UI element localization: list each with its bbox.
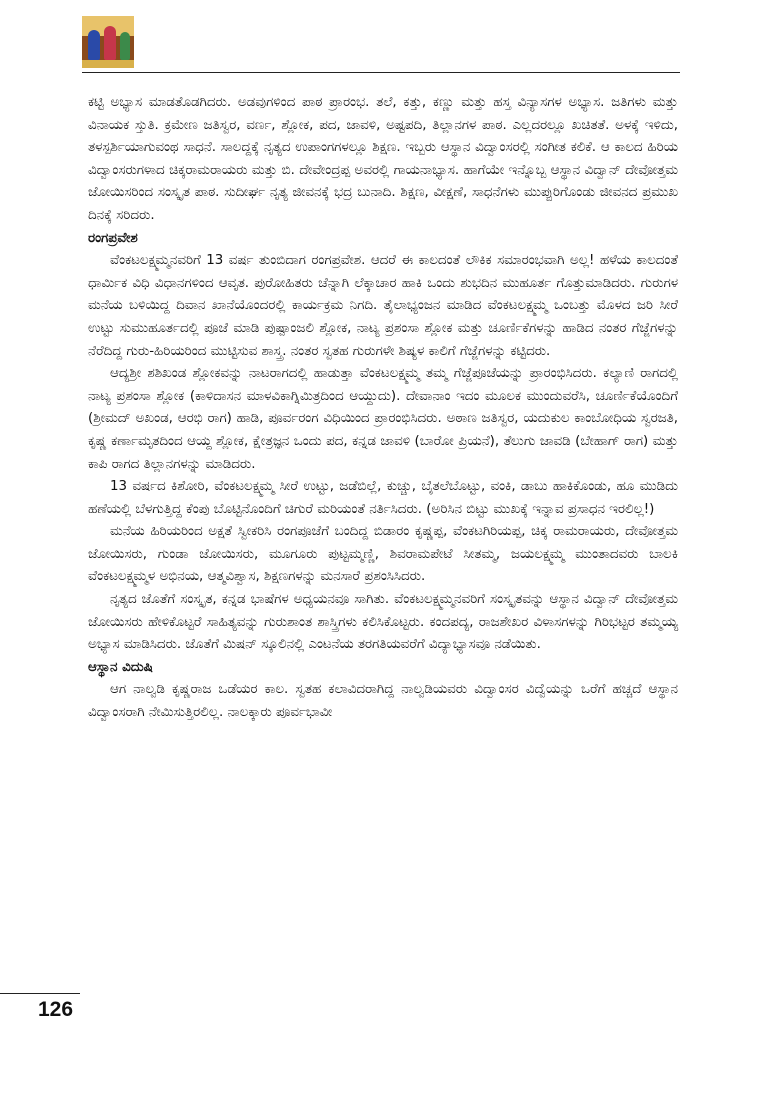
paragraph: ನೃತ್ಯದ ಜೊತೆಗೆ ಸಂಸ್ಕೃತ, ಕನ್ನಡ ಭಾಷೆಗಳ ಅಧ್ಯಯನವೂ ಸಾಗಿತು. ವೆಂಕಟಲಕ್ಷ್ಮಮ್ಮನವರಿಗೆ ಸಂಸ್ಕೃತವನ್ನು ಆಸ್ಥಾನ ವಿದ್ವಾನ್ ದೇವೋತ್ತಮ ಜೋಯಿಸರು ಹೇಳಿಕೊಟ್ಟರೆ ಸಾಹಿತ್ಯವನ್ನು ಗುರುಶಾಂತ ಶಾಸ್ತ್ರಿಗಳು ಕಲಿಸಿಕೊಟ್ಟರು. ಕಂದಪದ್ಯ, ರಾಜಶೇಖರ ವಿಳಾಸಗಳನ್ನು ಗಿರಿಭಟ್ಟರ ತಮ್ಮಯ್ಯ ಅಭ್ಯಾಸ ಮಾಡಿಸಿದರು. ಜೊತೆಗೆ ಮಿಷನ್ ಸ್ಕೂಲಿನಲ್ಲಿ ಎಂಟನೆಯ ತರಗತಿಯವರೆಗೆ ವಿದ್ಯಾಭ್ಯಾಸವೂ ನಡೆಯಿತು. — [88, 592, 678, 653]
section-heading: ರಂಗಪ್ರವೇಶ — [88, 230, 138, 246]
paragraph: ವೆಂಕಟಲಕ್ಷ್ಮಮ್ಮನವರಿಗೆ 13 ವರ್ಷ ತುಂಬಿದಾಗ ರಂಗಪ್ರವೇಶ. ಆದರೆ ಈ ಕಾಲದಂತೆ ಲೌಕಿಕ ಸಮಾರಂಭವಾಗಿ ಅಲ್ಲ! ಹಳೆಯ ಕಾಲದಂತೆ ಧಾರ್ಮಿಕ ವಿಧಿ ವಿಧಾನಗಳಿಂದ ಆವೃತ. ಪುರೋಹಿತರು ಚೆನ್ನಾಗಿ ಲೆಕ್ಕಾಚಾರ ಹಾಕಿ ಒಂದು ಶುಭದಿನ ಮುಹೂರ್ತ ಗೊತ್ತುಮಾಡಿದರು. ಗುರುಗಳ ಮನೆಯ ಬಳಿಯಿದ್ದ ದಿವಾನ ಖಾನೆಯೊಂದರಲ್ಲಿ ಕಾರ್ಯಕ್ರಮ ನಿಗದಿ. ತೈಲಾಭ್ಯಂಜನ ಮಾಡಿದ ವೆಂಕಟಲಕ್ಷ್ಮಮ್ಮ ಒಂಬತ್ತು ಮೊಳದ ಜರಿ ಸೀರೆ ಉಟ್ಟು ಸುಮುಹೂರ್ತದಲ್ಲಿ ಪೂಜೆ ಮಾಡಿ ಪುಷ್ಪಾಂಜಲಿ ಶ್ಲೋಕ, ನಾಟ್ಯ ಪ್ರಶಂಸಾ ಶ್ಲೋಕ ಮತ್ತು ಚೂರ್ಣಿಕೆಗಳನ್ನು ಹಾಡಿದ ನಂತರ ಗೆಜ್ಜೆಗಳನ್ನು ನೆರೆದಿದ್ದ ಗುರು-ಹಿರಿಯರಿಂದ ಮುಟ್ಟಿಸುವ ಶಾಸ್ತ್ರ. ನಂತರ ಸ್ವತಹ ಗುರುಗಳೇ ಶಿಷ್ಯಳ ಕಾಲಿಗೆ ಗೆಜ್ಜೆಗಳನ್ನು ಕಟ್ಟಿದರು. — [88, 253, 678, 359]
article-body — [88, 92, 678, 725]
paragraph: ಆದ್ಯಶ್ರೀ ಶಶಿಖಂಡ ಶ್ಲೋಕವನ್ನು ನಾಟರಾಗದಲ್ಲಿ ಹಾಡುತ್ತಾ ವೆಂಕಟಲಕ್ಷ್ಮಮ್ಮ ತಮ್ಮ ಗೆಜ್ಜೆಪೂಜೆಯನ್ನು ಪ್ರಾರಂಭಿಸಿದರು. ಕಲ್ಯಾಣಿ ರಾಗದಲ್ಲಿ ನಾಟ್ಯ ಪ್ರಶಂಸಾ ಶ್ಲೋಕ (ಕಾಳಿದಾಸನ ಮಾಳವಿಕಾಗ್ನಿಮಿತ್ರದಿಂದ ಆಯ್ದುದು). ದೇವಾನಾಂ ಇದಂ ಮೂಲಕ ಮುಂದುವರೆಸಿ, ಚೂರ್ಣಿಕೆಯೊಂದಿಗೆ (ಶ್ರೀಮದ್ ಅಖಂಡ, ಆರಭಿ ರಾಗ) ಹಾಡಿ, ಪೂರ್ವರಂಗ ವಿಧಿಯಿಂದ ಪ್ರಾರಂಭಿಸಿದರು. ಅಠಾಣ ಜತಿಸ್ವರ, ಯದುಕುಲ ಕಾಂಬೋಧಿಯ ಸ್ವರಜತಿ, ಕೃಷ್ಣ ಕರ್ಣಾಮೃತದಿಂದ ಆಯ್ದ ಶ್ಲೋಕ, ಕ್ಷೇತ್ರಜ್ಞನ ಒಂದು ಪದ, ಕನ್ನಡ ಜಾವಳಿ (ಬಾರೋ ಪ್ರಿಯನೆ), ತೆಲುಗು ಜಾವಡಿ (ಬೇಹಾಗ್ ರಾಗ) ಮತ್ತು ಕಾಪಿ ರಾಗದ ತಿಲ್ಲಾನಗಳನ್ನು ಮಾಡಿದರು. — [88, 366, 678, 472]
paragraph: ಕಟ್ಟಿ ಅಭ್ಯಾಸ ಮಾಡತೊಡಗಿದರು. ಅಡವುಗಳಿಂದ ಪಾಠ ಪ್ರಾರಂಭ. ತಲೆ, ಕತ್ತು, ಕಣ್ಣು ಮತ್ತು ಹಸ್ತ ವಿನ್ಯಾಸಗಳ ಅಭ್ಯಾಸ. ಜತಿಗಳು ಮತ್ತು ವಿನಾಯಕ ಸ್ತುತಿ. ಕ್ರಮೇಣ ಜತಿಸ್ವರ, ವರ್ಣ, ಶ್ಲೋಕ, ಪದ, ಜಾವಳಿ, ಅಷ್ಟಪದಿ, ತಿಲ್ಲಾನಗಳ ಪಾಠ. ಎಲ್ಲದರಲ್ಲೂ ಖಚಿತತೆ. ಅಳಕ್ಕೆ ಇಳಿದು, ತಳಸ್ಪರ್ಶಿಯಾಗುವಂಥ ಸಾಧನೆ. ಸಾಲದ್ದಕ್ಕೆ ನೃತ್ಯದ ಉಪಾಂಗಗಳಲ್ಲೂ ಶಿಕ್ಷಣ. ಇಬ್ಬರು ಆಸ್ಥಾನ ವಿದ್ವಾಂಸರಲ್ಲಿ ಸಂಗೀತ ಕಲಿಕೆ. ಆ ಕಾಲದ ಹಿರಿಯ ವಿದ್ವಾಂಸರುಗಳಾದ ಚಿಕ್ಕರಾಮರಾಯರು ಮತ್ತು ಬಿ. ದೇವೇಂದ್ರಪ್ಪ ಅವರಲ್ಲಿ ಗಾಯನಾಭ್ಯಾಸ. ಹಾಗೆಯೇ ಇನ್ನೊಬ್ಬ ಆಸ್ಥಾನ ವಿದ್ವಾನ್ ದೇವೋತ್ತಮ ಜೋಯಿಸರಿಂದ ಸಂಸ್ಕೃತ ಪಾಠ. ಸುದೀರ್ಘ ನೃತ್ಯ ಜೀವನಕ್ಕೆ ಭದ್ರ ಬುನಾದಿ. ಶಿಕ್ಷಣ, ವೀಕ್ಷಣೆ, ಸಾಧನೆಗಳು ಮುಪ್ಪುರಿಗೊಂಡು ಜೀವನದ ಪ್ರಮುಖ ದಿನಕ್ಕೆ ಸರಿದರು. — [88, 95, 678, 223]
page-number: 126 — [38, 998, 74, 1021]
section-heading: ಆಸ್ಥಾನ ವಿದುಷಿ — [88, 659, 153, 675]
header-dance-photo — [82, 16, 134, 68]
footer-rule — [0, 993, 80, 994]
paragraph: ಮನೆಯ ಹಿರಿಯರಿಂದ ಅಕ್ಷತೆ ಸ್ವೀಕರಿಸಿ ರಂಗಪೂಜೆಗೆ ಬಂದಿದ್ದ ಬಿಡಾರಂ ಕೃಷ್ಣಪ್ಪ, ವೆಂಕಟಗಿರಿಯಪ್ಪ, ಚಿಕ್ಕ ರಾಮರಾಯರು, ದೇವೋತ್ತಮ ಜೋಯಿಸರು, ಗುಂಡಾ ಜೋಯಿಸರು, ಮೂಗೂರು ಪುಟ್ಟಮ್ಮಣ್ಣಿ, ಶಿವರಾಮಪೇಟೆ ಸೀತಮ್ಮ, ಜಯಲಕ್ಷ್ಮಮ್ಮ ಮುಂತಾದವರು ಬಾಲಕಿ ವೆಂಕಟಲಕ್ಷ್ಮಮ್ಮಳ ಅಭಿನಯ, ಆತ್ಮವಿಶ್ವಾಸ, ಶಿಕ್ಷಣಗಳನ್ನು ಮನಸಾರೆ ಪ್ರಶಂಸಿಸಿದರು. — [88, 524, 678, 585]
header-rule — [82, 72, 680, 73]
paragraph: ಆಗ ನಾಲ್ವಡಿ ಕೃಷ್ಣರಾಜ ಒಡೆಯರ ಕಾಲ. ಸ್ವತಹ ಕಲಾವಿದರಾಗಿದ್ದ ನಾಲ್ವಡಿಯವರು ವಿದ್ವಾಂಸರ ವಿದ್ವೆಯನ್ನು ಒರೆಗೆ ಹಚ್ಚದೆ ಆಸ್ಥಾನ ವಿದ್ವಾಂಸರಾಗಿ ನೇಮಿಸುತ್ತಿರಲಿಲ್ಲ. ನಾಲಕ್ಕಾರು ಪೂರ್ವಭಾವೀ — [88, 682, 678, 721]
paragraph: 13 ವರ್ಷದ ಕಿಶೋರಿ, ವೆಂಕಟಲಕ್ಷ್ಮಮ್ಮ ಸೀರೆ ಉಟ್ಟು, ಜಡೆಬಿಲ್ಲೆ, ಕುಚ್ಚು, ಬೈತಲೆಬೊಟ್ಟು, ವಂಕಿ, ಡಾಬು ಹಾಕಿಕೊಂಡು, ಹೂ ಮುಡಿದು ಹಣೆಯಲ್ಲಿ ಬೆಳಗುತ್ತಿದ್ದ ಕೆಂಪು ಬೊಟ್ಟಿನೊಂದಿಗೆ ಚಿಗುರೆ ಮರಿಯಂತೆ ನರ್ತಿಸಿದರು. (ಅರಿಸಿನ ಬಿಟ್ಟು ಮುಖಕ್ಕೆ ಇನ್ನಾವ ಪ್ರಸಾಧನ ಇರಲಿಲ್ಲ!) — [88, 479, 678, 517]
